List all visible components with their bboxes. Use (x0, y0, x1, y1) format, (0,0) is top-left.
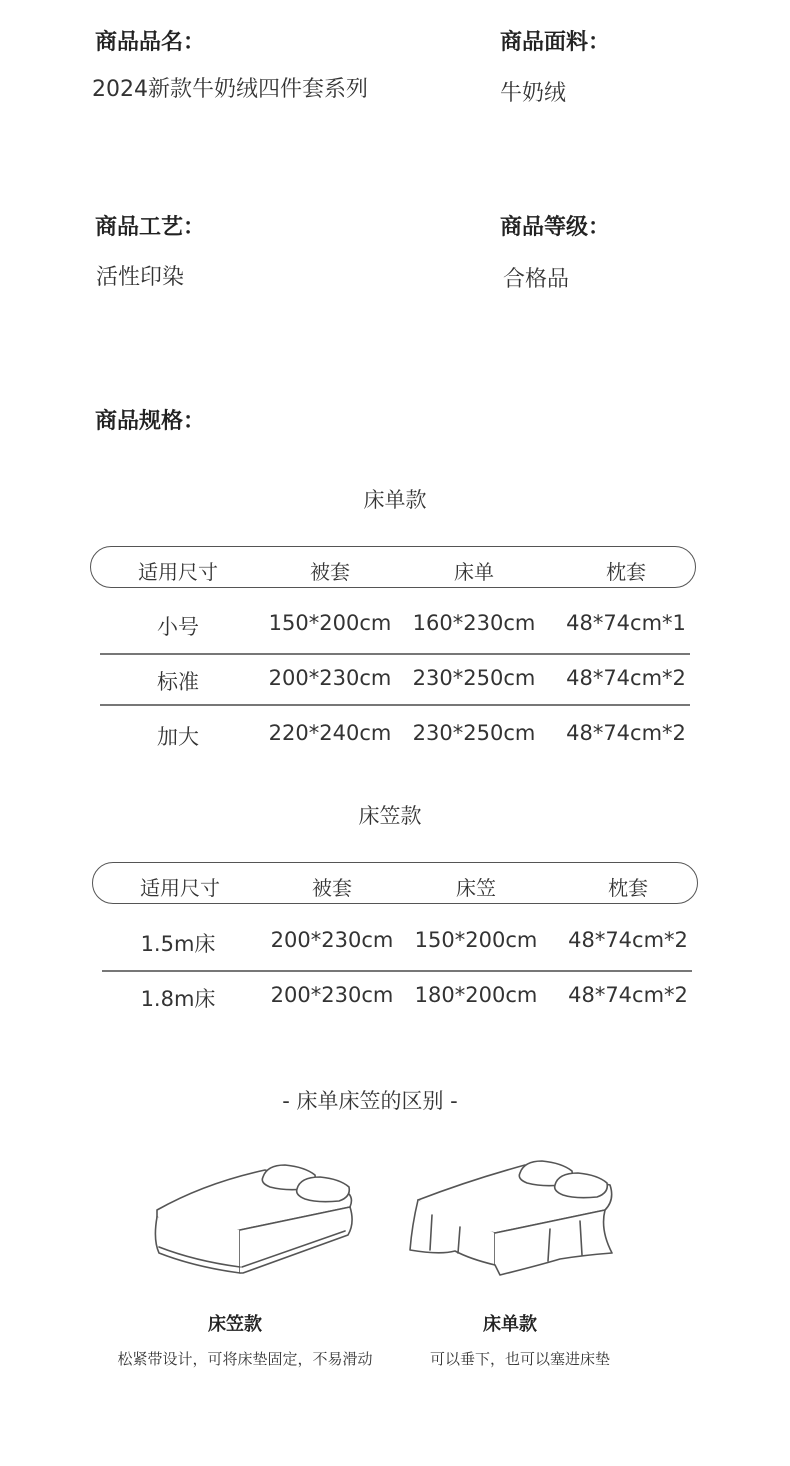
spec-label: 商品规格： (95, 409, 206, 434)
difference-title: - 床单床笠的区别 - (282, 1089, 458, 1113)
sheet-row-2-pillow: 48*74cm*2 (566, 666, 686, 690)
fitted-caption: 床笠款 (208, 1314, 262, 1335)
fitted-row-2-size: 1.8m床 (140, 987, 216, 1011)
sheet-table-title: 床单款 (363, 488, 427, 512)
fitted-row-2-fitted: 180*200cm (414, 983, 538, 1007)
sheet-note: 可以垂下，也可以塞进床垫 (429, 1350, 610, 1368)
craft-label: 商品工艺： (95, 215, 206, 240)
sheet-row-divider (100, 704, 690, 706)
sheet-caption: 床单款 (483, 1314, 537, 1335)
fitted-bed-illustration (145, 1155, 365, 1285)
fitted-row-2-duvet: 200*230cm (270, 983, 394, 1007)
sheet-header-duvet: 被套 (310, 560, 350, 584)
grade-value: 合格品 (503, 267, 570, 292)
fitted-header-pillow: 枕套 (608, 876, 648, 900)
sheet-row-2-size: 标准 (157, 670, 199, 694)
sheet-row-1-sheet: 160*230cm (412, 611, 536, 635)
fitted-row-1-size: 1.5m床 (140, 932, 216, 956)
sheet-row-2-sheet: 230*250cm (412, 666, 536, 690)
sheet-row-1-pillow: 48*74cm*1 (566, 611, 686, 635)
grade-label: 商品等级： (500, 215, 611, 240)
fitted-row-1-duvet: 200*230cm (270, 928, 394, 952)
sheet-row-2-duvet: 200*230cm (268, 666, 392, 690)
sheet-row-3-duvet: 220*240cm (268, 721, 392, 745)
name-label: 商品品名： (95, 30, 206, 55)
sheet-header-pillow: 枕套 (606, 560, 646, 584)
fitted-table-title: 床笠款 (358, 804, 422, 828)
fitted-row-divider (102, 970, 692, 972)
sheet-header-sheet: 床单 (454, 560, 494, 584)
fabric-value: 牛奶绒 (500, 81, 567, 106)
sheet-row-1-duvet: 150*200cm (268, 611, 392, 635)
fabric-label: 商品面料： (500, 30, 611, 55)
sheet-row-1-size: 小号 (157, 615, 199, 639)
fitted-header-size: 适用尺寸 (140, 876, 220, 900)
fitted-row-1-fitted: 150*200cm (414, 928, 538, 952)
craft-value: 活性印染 (96, 265, 185, 290)
fitted-header-duvet: 被套 (312, 876, 352, 900)
fitted-row-1-pillow: 48*74cm*2 (568, 928, 688, 952)
sheet-row-3-size: 加大 (157, 725, 199, 749)
sheet-row-3-sheet: 230*250cm (412, 721, 536, 745)
sheet-row-3-pillow: 48*74cm*2 (566, 721, 686, 745)
name-value: 2024新款牛奶绒四件套系列 (92, 77, 368, 102)
fitted-note: 松紧带设计，可将床垫固定，不易滑动 (117, 1350, 373, 1368)
sheet-row-divider (100, 653, 690, 655)
fitted-row-2-pillow: 48*74cm*2 (568, 983, 688, 1007)
sheet-header-size: 适用尺寸 (138, 560, 218, 584)
sheet-bed-illustration (400, 1155, 625, 1285)
fitted-header-fitted: 床笠 (456, 876, 496, 900)
